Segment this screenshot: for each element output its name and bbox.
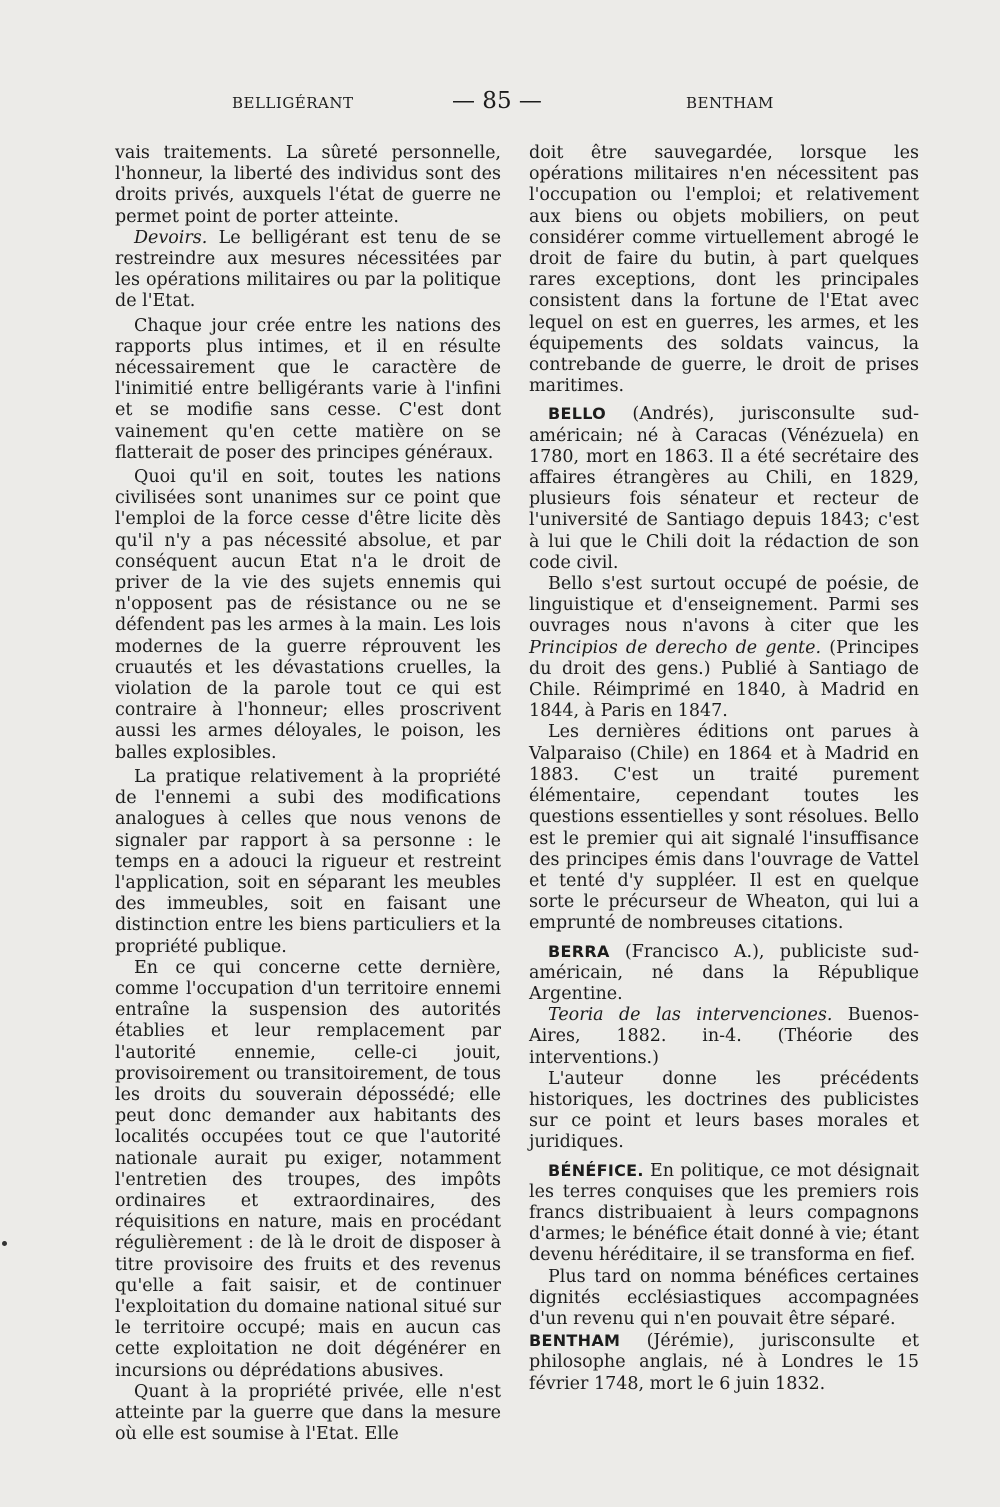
- paragraph-text: Le belligérant est tenu de se restreindre aux mesures nécessitées par les opérations militaires ou par la politique de l'Etat.: [115, 227, 501, 312]
- paragraph: [529, 574, 919, 722]
- header-right-word: BENTHAM: [686, 94, 774, 112]
- paragraph: [529, 1005, 919, 1069]
- paragraph: doit être sauvegardée, lorsque les opérations militaires n'en nécessitent pas l'occupation ou l'emploi; et relativement aux biens ou objets mobiliers, on peut considérer comme virtuellement abrogé le droit de faire du butin, à part quelques rares exceptions, dont les principales consistent dans la fortune de l'Etat avec lequel on est en guerres, les armes, et les équipements des soldats vaincus, la contrebande de guerre, le droit de prises maritimes.: [529, 143, 919, 397]
- book-title: Principios de derecho de gente.: [529, 637, 822, 658]
- dictionary-entry-benefice: [529, 1160, 919, 1267]
- paragraph-text: Bello s'est surtout occupé de poésie, de linguistique et d'enseignement. Parmi ses ouvrages nous n'avons à citer que les: [529, 574, 919, 637]
- paragraph: En ce qui concerne cette dernière, comme l'occupation d'un territoire ennemi entraîne la suspension des autorités établies et leur remplacement par l'autorité ennemie, celle-ci jouit, provisoirement ou transitoirement, de tous les droits du souverain dépossédé; elle peut donc demander aux habitants des localités occupées tout ce que l'autorité nationale aurait pu exiger, notamment l'entretien des troupes, des impôts ordinaires et extraordinaires, des réquisitions en nature, mais en procédant régulièrement : de là le droit de disposer à titre provisoire des fruits et des revenus qu'elle a fait saisir, et de continuer l'exploitation du domaine national situé sur le territoire occupé; mais en aucun cas cette exploitation ne doit dégénérer en incursions ou déprédations abusives.: [115, 957, 501, 1381]
- dictionary-entry-bentham: [529, 1330, 919, 1395]
- paragraph-text: (Principes du droit des gens.) Publié à Santiago de Chile. Réimprimé en 1840, à Madrid en 1844, à Paris en 1847.: [529, 637, 919, 722]
- paragraph: La pratique relativement à la propriété de l'ennemi a subi des modifications analogues à celles que nous venons de signaler par rapport à sa personne : le temps en a adouci la rigueur et restreint l'application, soit en séparant les meubles des immeubles, soit en faisant une distinction entre les biens particuliers et la propriété publique.: [115, 766, 501, 957]
- dictionary-entry-berra: [529, 941, 919, 1006]
- entry-text: (Francisco A.), publiciste sud-américain, né dans la République Argentine.: [529, 941, 919, 1004]
- dictionary-entry-bello: [529, 403, 919, 574]
- entry-headword: BELLO: [548, 404, 607, 424]
- paragraph: vais traitements. La sûreté personnelle, l'honneur, la liberté des individus sont des droits privés, auxquels l'état de guerre ne permet point de porter atteinte.: [115, 143, 501, 227]
- section-term: Devoirs.: [134, 227, 208, 248]
- entry-headword: BERRA: [548, 941, 610, 961]
- paragraph: Chaque jour crée entre les nations des rapports plus intimes, et il en résulte nécessairement que le caractère de l'inimitié entre belligérants varie à l'infini et se modifie sans cesse. C'est dont vainement qu'en cette matière on se flatterait de poser des principes généraux.: [115, 315, 501, 463]
- paragraph: [115, 228, 501, 313]
- margin-dot: [2, 1241, 7, 1246]
- paragraph: Plus tard on nomma bénéfices certaines dignités ecclésiastiques accompagnées d'un revenu qui n'en pouvait être séparé.: [529, 1266, 919, 1329]
- entry-text: En politique, ce mot désignait les terres conquises que les premiers rois francs distribuaient à leurs compagnons d'armes; le bénéfice était donné à vie; étant devenu héréditaire, il se transforma en fief.: [529, 1160, 919, 1266]
- paragraph: L'auteur donne les précédents historiques, les doctrines des publicistes sur ce point et leurs bases morales et juridiques.: [529, 1068, 919, 1153]
- paragraph: Quant à la propriété privée, elle n'est atteinte par la guerre que dans la mesure où elle est soumise à l'Etat. Elle: [115, 1381, 501, 1445]
- left-column: [115, 143, 501, 1445]
- header-left-word: BELLIGÉRANT: [232, 94, 354, 112]
- entry-headword: BÉNÉFICE.: [548, 1160, 644, 1180]
- book-title: Teoria de las intervenciones.: [548, 1005, 833, 1026]
- entry-headword: BENTHAM: [529, 1331, 621, 1351]
- paragraph-text: Buenos-Aires, 1882. in-4. (Théorie des interventions.): [529, 1005, 919, 1068]
- entry-text: (Jérémie), jurisconsulte et philosophe anglais, né à Londres le 15 février 1748, mort le 6 juin 1832.: [529, 1331, 919, 1394]
- page-number: — 85 —: [452, 88, 542, 114]
- entry-text: (Andrés), jurisconsulte sud-américain; né à Caracas (Vénézuela) en 1780, mort en 1863. Il a été secrétaire des affaires étrangères au Chili, en 1829, plusieurs fois sénateur et recteur de l'université de Santiago depuis 1843; c'est à lui que le Chili doit la rédaction de son code civil.: [529, 404, 919, 573]
- right-column: [529, 143, 919, 1395]
- paragraph: Quoi qu'il en soit, toutes les nations civilisées sont unanimes sur ce point que l'emploi de la force cesse d'être licite dès qu'il n'y a pas nécessité absolue, et par conséquent aucun Etat n'a le droit de priver de la vie des sujets ennemis qui n'opposent pas de résistance ou ne se défendent pas les armes à la main. Les lois modernes de la guerre réprouvent les cruautés et les dévastations cruelles, la violation de la parole tout ce qui est contraire à l'honneur; elles proscrivent aussi les armes déloyales, le poison, les balles explosibles.: [115, 467, 501, 763]
- running-header: [0, 88, 1000, 118]
- paragraph: Les dernières éditions ont parues à Valparaiso (Chile) en 1864 et à Madrid en 1883. C'est un traité purement élémentaire, cependant toutes les questions essentielles y sont résolues. Bello est le premier qui ait signalé l'insuffisance des principes émis dans l'ouvrage de Vattel et tenté d'y suppléer. Il est en quelque sorte le précurseur de Wheaton, qui lui a emprunté de nombreuses citations.: [529, 722, 919, 934]
